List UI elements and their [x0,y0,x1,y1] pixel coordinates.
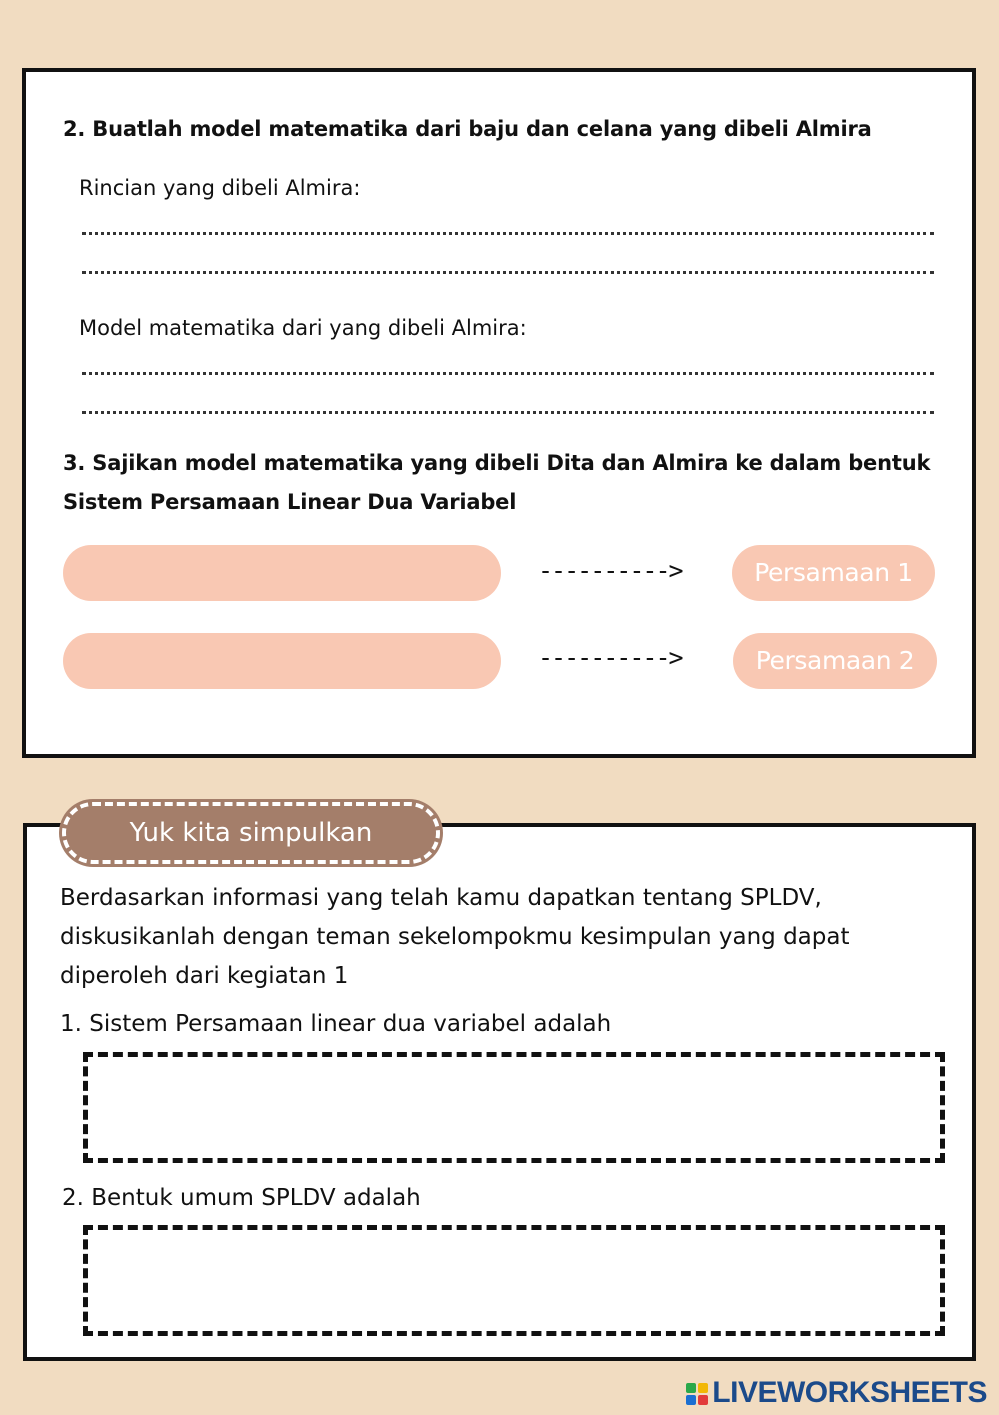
item-1-label: 1. Sistem Persamaan linear dua variabel adalah [60,1011,612,1037]
arrow-2: ----------> [538,643,682,672]
section-ribbon: Yuk kita simpulkan [62,802,440,864]
question-3-line-1: 3. Sajikan model matematika yang dibeli Dita dan Almira ke dalam bentuk [63,451,931,475]
answer-box-1[interactable] [83,1052,945,1163]
equation-1-tag: Persamaan 1 [732,545,935,601]
question-2-title: 2. Buatlah model matematika dari baju dan celana yang dibeli Almira [63,117,872,141]
answer-line-rincian-1[interactable] [82,232,934,235]
model-label: Model matematika dari yang dibeli Almira: [79,316,527,340]
logo-text: LIVEWORKSHEETS [712,1376,987,1409]
answer-box-2[interactable] [83,1225,945,1336]
equation-2-tag: Persamaan 2 [733,633,937,689]
intro-line-3: diperoleh dari kegiatan 1 [60,963,349,989]
answer-line-rincian-2[interactable] [82,271,934,274]
rincian-label: Rincian yang dibeli Almira: [79,176,361,200]
intro-line-2: diskusikanlah dengan teman sekelompokmu kesimpulan yang dapat [60,924,850,950]
answer-line-model-2[interactable] [82,411,934,414]
equation-1-input[interactable] [63,545,501,601]
question-3-line-2: Sistem Persamaan Linear Dua Variabel [63,490,517,514]
equation-2-input[interactable] [63,633,501,689]
item-2-label: 2. Bentuk umum SPLDV adalah [62,1185,421,1211]
liveworksheets-logo [686,1376,987,1410]
liveworksheets-logo-icon [686,1383,708,1405]
arrow-1: ----------> [538,556,682,585]
answer-line-model-1[interactable] [82,372,934,375]
question-card-1 [22,68,976,758]
intro-line-1: Berdasarkan informasi yang telah kamu dapatkan tentang SPLDV, [60,885,822,911]
